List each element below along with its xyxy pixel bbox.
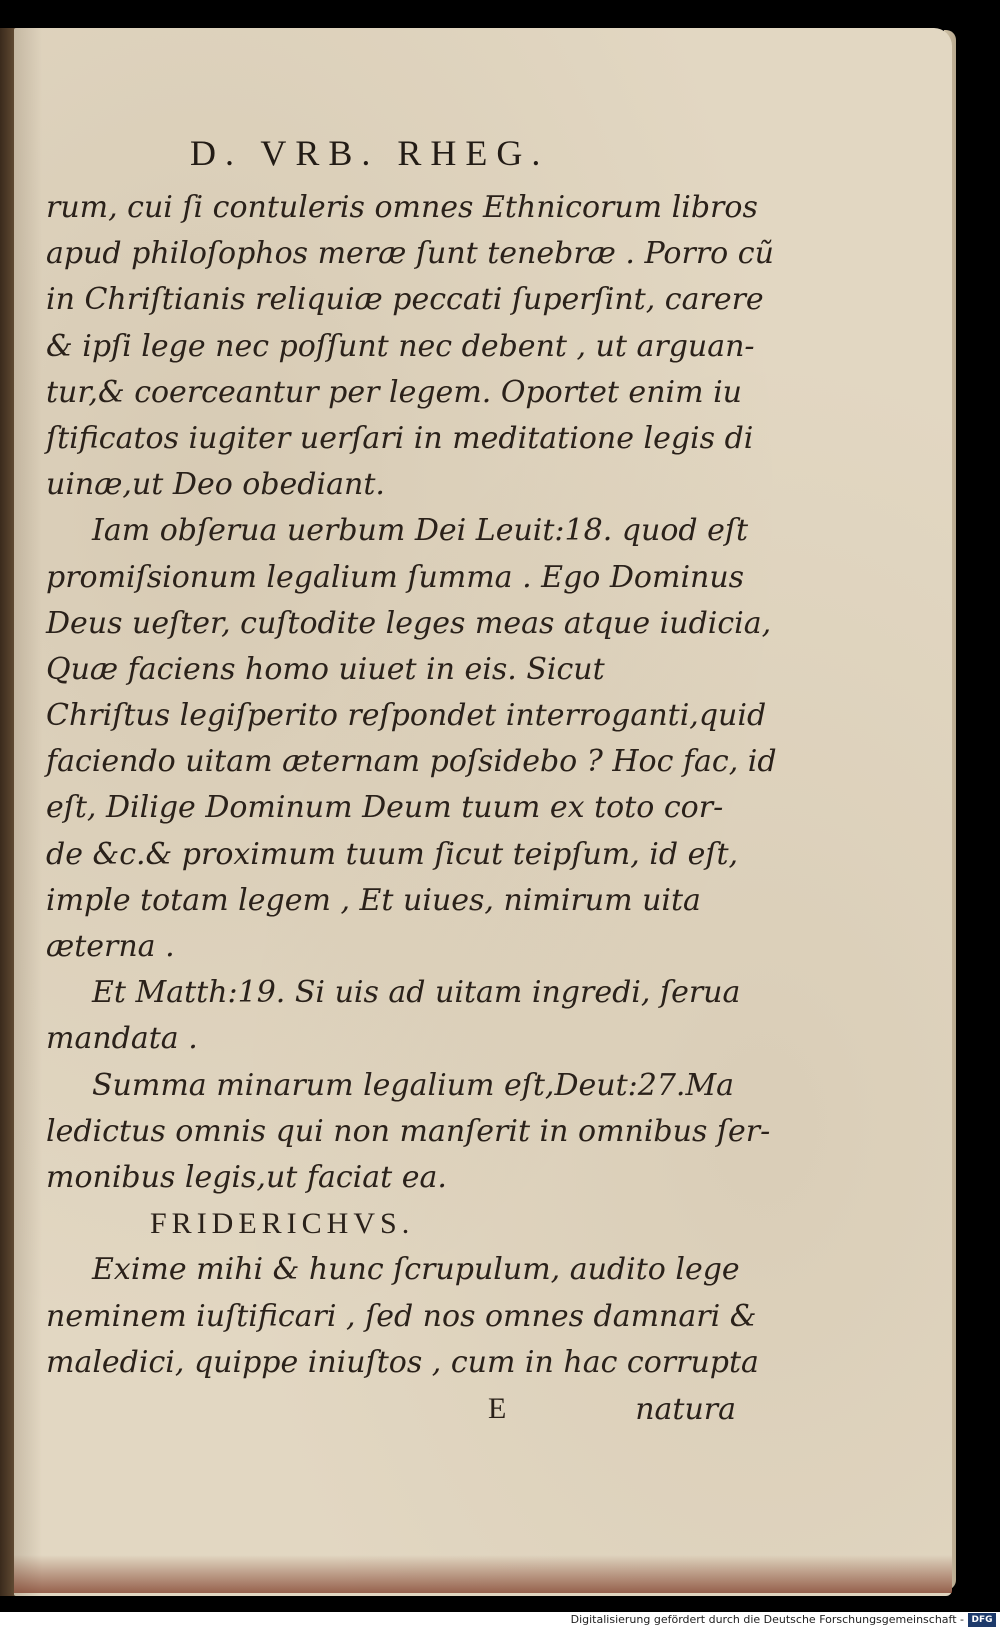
signature-mark: E	[488, 1392, 507, 1425]
funding-credit: Digitalisierung gefördert durch die Deutsche Forschungsgemeinschaft -	[570, 1613, 964, 1626]
digitization-footer	[0, 1612, 1000, 1630]
paragraph-start-line: Et Matth:19. Si uis ad uitam ingredi, ſerua	[92, 975, 741, 1011]
text-line: ſtificatos iugiter uerſari in meditatione legis di	[46, 420, 754, 456]
text-line: monibus legis,ut faciat ea.	[46, 1159, 447, 1195]
speaker-heading: FRIDERICHVS.	[150, 1207, 415, 1241]
text-line: imple totam legem , Et uiues, nimirum uita	[46, 882, 701, 918]
text-line: ledictus omnis qui non manſerit in omnibus ſer-	[46, 1113, 771, 1149]
text-line: Chriſtus legiſperito reſpondet interroganti,quid	[46, 698, 767, 734]
text-line: faciendo uitam æternam poſsidebo ? Hoc fac, id	[46, 744, 777, 780]
text-line: in Chriſtianis reliquiæ peccati ſuperſint, carere	[46, 282, 764, 318]
catchword: natura	[635, 1392, 736, 1427]
text-line: neminem iuſtificari , ſed nos omnes damnari &	[46, 1298, 757, 1334]
page-bottom-stain	[14, 1555, 952, 1593]
text-line: rum, cui ſi contuleris omnes Ethnicorum libros	[46, 190, 758, 225]
text-line: apud philoſophos meræ ſunt tenebræ . Porro cũ	[46, 236, 774, 272]
page-footer-row	[46, 1392, 736, 1438]
dfg-logo: DFG	[968, 1613, 996, 1627]
text-line: & ipſi lege nec poſſunt nec debent , ut arguan-	[46, 328, 755, 364]
running-head: D. VRB. RHEG.	[190, 133, 550, 173]
text-line: maledici, quippe iniuſtos , cum in hac corrupta	[46, 1344, 759, 1380]
text-line: mandata .	[46, 1021, 198, 1057]
text-line: Quæ faciens homo uiuet in eis. Sicut	[46, 651, 605, 687]
text-line: Deus ueſter, cuſtodite leges meas atque iudicia,	[46, 605, 772, 641]
text-line: æterna .	[46, 929, 175, 964]
paragraph-start-line: Exime mihi & hunc ſcrupulum, audito lege	[92, 1252, 740, 1288]
paragraph-start-line: Summa minarum legalium eſt,Deut:27.Ma	[92, 1067, 735, 1103]
text-line: de &c.& proximum tuum ſicut teipſum, id eſt,	[46, 836, 739, 872]
paragraph-start-line: Iam obſerua uerbum Dei Leuit:18. quod eſt	[92, 513, 749, 549]
body-text	[46, 185, 777, 1386]
text-line: tur,& coerceantur per legem. Oportet enim iu	[46, 374, 743, 410]
text-line: eſt, Dilige Dominum Deum tuum ex toto cor-	[46, 790, 724, 826]
text-line: promiſsionum legalium ſumma . Ego Dominus	[46, 559, 745, 595]
text-line: uinæ,ut Deo obediant.	[46, 467, 385, 503]
